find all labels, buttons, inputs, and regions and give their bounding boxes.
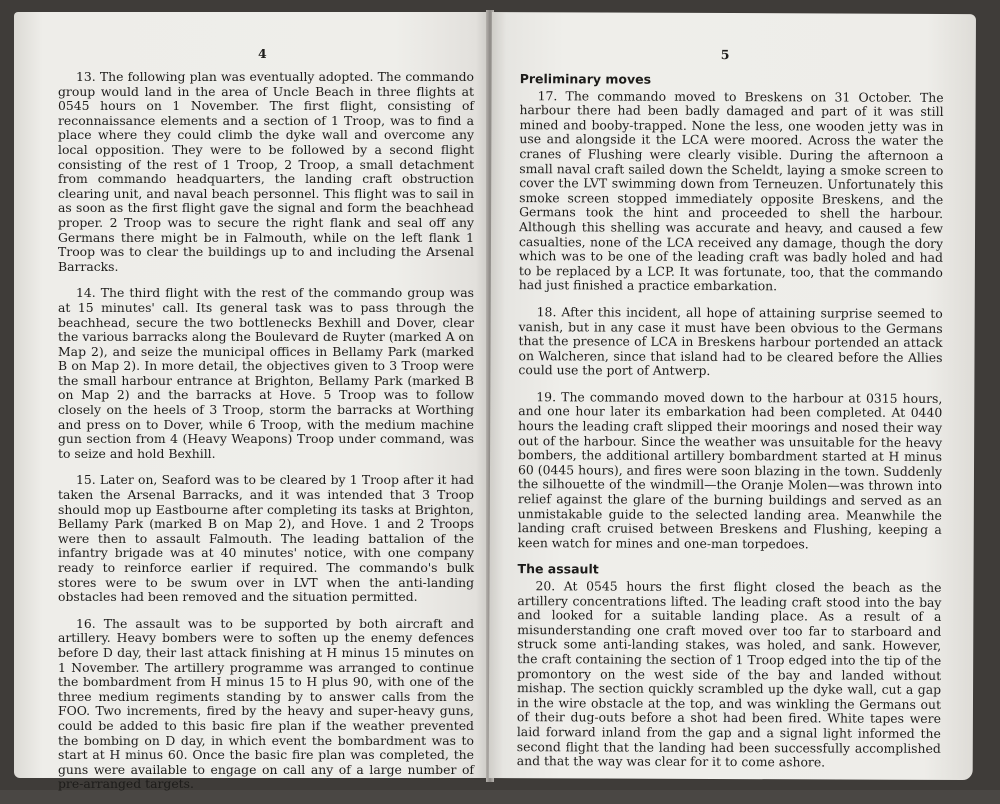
section-heading-preliminary-moves: Preliminary moves [519,71,652,87]
paragraph-17: 17. The commando moved to Breskens on 31 October. The harbour there had been badly damaged and part of it was still mined and booby-trapped. None the less, one wooden jetty was in use and alongside it the LCA were moored. Across the water the cranes of Flushing were clearly visible. During the afternoon a small naval craft sailed down the Scheldt, laying a smoke screen to cover the LVT swimming down from Terneuzen. Unfortunately this smoke screen stopped immediately opposite Breskens, and the Germans took the hint and proceeded to shell the harbour. Although this shelling was accurate and heavy, and caused a few casualties, none of the LCA received any damage, though the dory which was to be one of the leading craft was badly holed and had to be replaced by a LCP. It was fortunate, too, that the commando had just finished a practice embarkation. [518,87,944,294]
section-heading-the-assault: The assault [517,561,599,577]
left-page-text [58,70,474,804]
paragraph-19: 19. The commando moved down to the harbour at 0315 hours, and one hour later its embarkation had been completed. At 0440 hours the leading craft slipped their moorings and nosed their way out of the harbour. Since the weather was unsuitable for the heavy bombers, the additional artillery bombardment started at H minus 60 (0445 hours), and fires were soon blazing in the town. Suddenly the silhouette of the windmill—the Oranje Molen—was thrown into relief against the glare of the burning buildings and served as an unmistakable guide to the selected landing area. Meanwhile the landing craft cruised between Breskens and Flushing, keeping a keen watch for mines and one-man torpedoes. [517,389,943,552]
paragraph-18: 18. After this incident, all hope of attaining surprise seemed to vanish, but in any case it must have been obvious to the Germans that the presence of LCA in Breskens harbour portended an attack on Walcheren, since that island had to be cleared before the Allies could use the port of Antwerp. [518,304,943,379]
paragraph-16: 16. The assault was to be supported by both aircraft and artillery. Heavy bombers were to soften up the enemy defences before D day, their last attack finishing at H minus 15 minutes on 1 November. The artillery programme was arranged to continue the bombardment from H minus 15 to H plus 90, with one of the three medium regiments standing by to answer calls from the FOO. Two increments, fired by the heavy and super-heavy guns, could be added to this basic fire plan if the weather prevented the bombing on D day, in which event the bombardment was to start at H minus 60. Once the basic fire plan was completed, the guns were available to engage on call any of a large number of pre-arranged targets. [58,615,474,792]
paragraph-20: 20. At 0545 hours the first flight closed the beach as the artillery concentrations lifted. The leading craft stood into the bay and looked for a suitable landing place. As a result of a misunderstanding one craft moved over too far to starboard and struck some anti-landing stakes, was holed, and sank. However, the craft containing the section of 1 Troop edged into the tip of the promontory on the west side of the bay and landed without mishap. The section quickly scrambled up the dyke wall, cut a gap in the wire obstacle at the top, and was winkling the Germans out of their dug-outs before a shot had been fired. White tapes were laid forward inland from the gap and a signal light informed the second flight that the landing had been successfully accomplished and that the way was clear for it to come ashore. [516,578,942,770]
paragraph-14: 14. The third flight with the rest of the commando group was at 15 minutes' call. Its general task was to pass through the beachhead, secure the two bottlenecks Bexhill and Dover, clear the various barracks along the Boulevard de Ruyter (marked A on Map 2), and seize the municipal offices in Bellamy Park (marked B on Map 2). In more detail, the objectives given to 3 Troop were the small harbour entrance at Brighton, Bellamy Park (marked B on Map 2) and the barracks at Hove. 5 Troop was to follow closely on the heels of 3 Troop, storm the barracks at Worthing and press on to Dover, while 6 Troop, with the medium machine gun section from 4 (Heavy Weapons) Troop under command, was to seize and hold Bexhill. [58,285,474,461]
paragraph-13: 13. The following plan was eventually adopted. The commando group would land in the area of Uncle Beach in three flights at 0545 hours on 1 November. The first flight, consisting of reconnaissance elements and a section of 1 Troop, was to find a place where they could climb the dyke wall and overcome any local opposition. They were to be followed by a second flight consisting of the rest of 1 Troop, 2 Troop, a small detachment from commando headquarters, the landing craft obstruction clearing unit, and naval beach personnel. This flight was to sail in as soon as the first flight gave the signal and form the beachhead proper. 2 Troop was to secure the right flank and seal off any Germans there might be in Falmouth, while on the left flank 1 Troop was to clear the buildings up to and including the Arsenal Barracks. [58,69,474,274]
left-page [14,12,490,792]
page-number: 4 [258,46,267,61]
page-number: 5 [720,46,730,63]
right-page-text [517,72,944,783]
right-page [489,12,976,780]
paragraph-15: 15. Later on, Seaford was to be cleared by 1 Troop after it had taken the Arsenal Barracks, and it was intended that 3 Troop should mop up Eastbourne after completing its tasks at Brighton, Bellamy Park (marked B on Map 2), and Hove. 1 and 2 Troops were then to assault Falmouth. The leading battalion of the infantry brigade was at 40 minutes' notice, with one company ready to reinforce earlier if required. The commando's bulk stores were to be swum over in LVT when the anti-landing obstacles had been removed and the situation permitted. [58,472,474,605]
